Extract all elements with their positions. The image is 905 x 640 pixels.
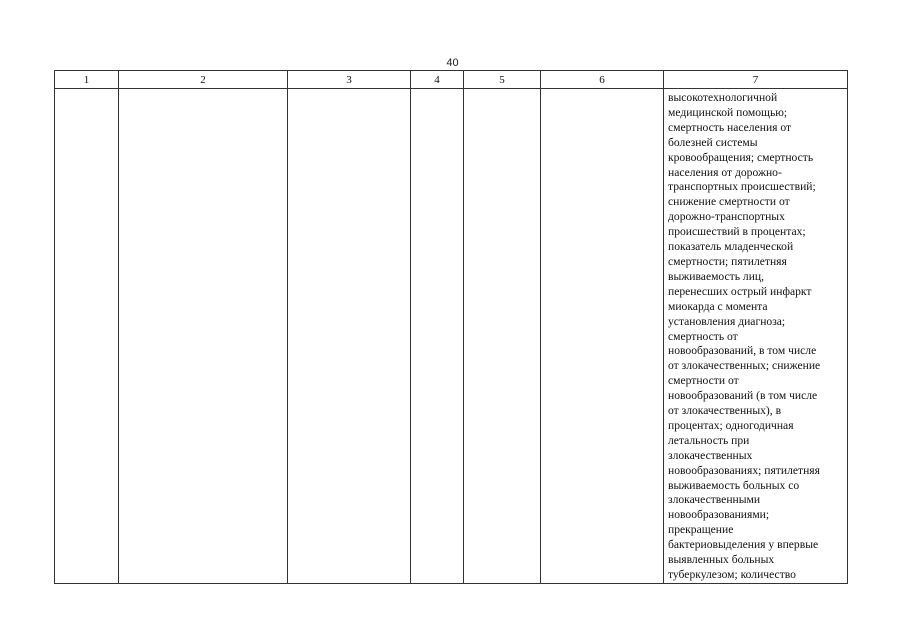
column-header-5: 5: [464, 71, 541, 89]
cell-col-4: [411, 89, 464, 584]
cell-col-3: [288, 89, 411, 584]
column-header-6: 6: [541, 71, 664, 89]
cell-col-7: [664, 89, 848, 584]
column-header-4: 4: [411, 71, 464, 89]
column-header-1: 1: [55, 71, 119, 89]
header-row: [55, 71, 848, 89]
table-row: [55, 89, 848, 584]
indicators-text: высокотехнологичной медицинской помощью; смертность населения от болезней системы кровообращения; смертность населения от дорожно- транспортных происшествий; снижение смертности от дорожно-транспортных происшествий в процентах; показатель младенческой смертности; пятилетняя выживаемость лиц, перенесших острый инфаркт миокарда с момента установления диагноза; смертность от новообразований, в том числе от злокачественных; снижение смертности от новообразований (в том числе от злокачественных), в процентах; одногодичная летальность при злокачественных новообразованиях; пятилетняя выживаемость больных со злокачественными новообразованиями; прекращение бактериовыделения у впервые выявленных больных туберкулезом; количество: [668, 91, 821, 581]
column-header-3: 3: [288, 71, 411, 89]
column-header-2: 2: [119, 71, 288, 89]
cell-col-2: [119, 89, 288, 584]
column-header-7: 7: [664, 71, 848, 89]
cell-col-6: [541, 89, 664, 584]
cell-col-5: [464, 89, 541, 584]
page-number: 40: [446, 57, 459, 69]
document-table: [54, 70, 848, 584]
cell-col-1: [55, 89, 119, 584]
